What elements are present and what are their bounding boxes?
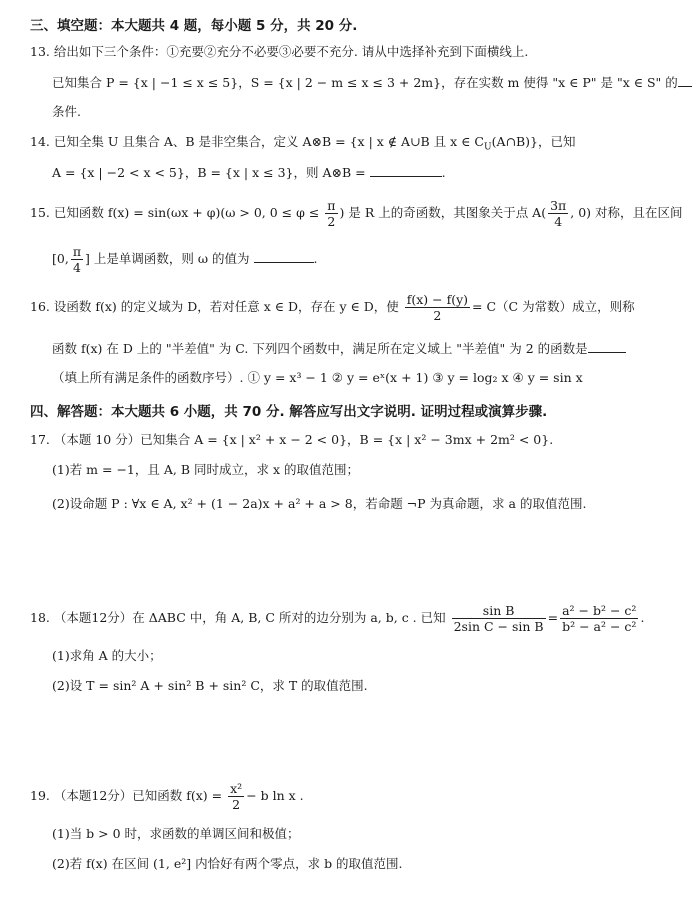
question-16-definition: 函数 f(x) 在 D 上的 "半差值" 为 C. 下列四个函数中，满足所在定义域上 "半差值" 为 2 的函数是 [52, 341, 588, 356]
sine-ratio-fraction [452, 603, 546, 634]
pi-over-2-fraction [325, 198, 337, 229]
question-14-first-line [30, 134, 575, 156]
question-18-part-1: (1)求角 A 的大小； [52, 648, 162, 663]
question-15-text-c: , 0) 对称，且在区间 [570, 205, 683, 220]
question-19-text-end: − b ln x . [246, 788, 304, 803]
fraction-denominator: 2sin C − sin B [453, 619, 544, 634]
question-15-number: 15. [30, 205, 50, 220]
fraction-denominator: 4 [554, 214, 563, 229]
question-15-interval-start: [0, [52, 251, 69, 266]
question-13-options: 给出如下三个条件：①充要②充分不必要③必要不充分. 请从中选择补充到下面横线上. [53, 44, 529, 59]
fraction-numerator: f(x) − f(y) [406, 292, 469, 307]
question-18-text: （本题12分）在 ΔABC 中，角 A, B, C 所对的边分别为 a, b, c . 已知 [53, 610, 446, 625]
question-13-condition-line [52, 74, 692, 91]
section-4-heading: 四、解答题：本大题共 6 小题，共 70 分. 解答应写出文字说明. 证明过程或演算步骤. [30, 404, 548, 420]
question-17-number: 17. [30, 432, 50, 447]
question-18-part-2: (2)设 T = sin² A + sin² B + sin² C，求 T 的取值范围. [52, 678, 368, 693]
fraction-denominator: 2 [327, 214, 336, 229]
question-13-text: 已知集合 P = {x | −1 ≤ x ≤ 5}，S = {x | 2 − m ≤ x ≤ 3 + 2m}，存在实数 m 使得 "x ∈ P" 是 "x ∈ S" 的 [52, 75, 678, 90]
pi-over-4-fraction [71, 244, 83, 275]
question-16-text-b: = C（C 为常数）成立，则称 [472, 299, 635, 314]
question-17-first-line [30, 432, 553, 448]
fraction-denominator: 2 [232, 797, 241, 812]
x-squared-over-2-fraction [228, 781, 244, 812]
complement-subscript: U [483, 142, 492, 153]
question-14-second-line [52, 164, 446, 181]
question-17-part-1: (1)若 m = −1，且 A, B 同时成立，求 x 的取值范围； [52, 462, 359, 477]
question-13-number: 13. [30, 44, 50, 59]
question-13-first-line [30, 44, 528, 60]
question-15-text-b: ) 是 R 上的奇函数，其图象关于点 A( [339, 205, 547, 220]
question-15-first-line [30, 196, 683, 230]
three-pi-over-4-fraction [548, 198, 568, 229]
fraction-denominator: 4 [72, 260, 81, 275]
answer-blank[interactable] [370, 164, 442, 177]
question-16-first-line [30, 290, 635, 324]
question-15-interval-end: ] 上是单调函数，则 ω 的值为 [85, 251, 250, 266]
question-15-period: . [313, 251, 318, 266]
question-18-period: . [640, 610, 645, 625]
question-13-tail: 条件. [52, 104, 81, 119]
question-16-number: 16. [30, 299, 50, 314]
section-3-heading: 三、填空题：本大题共 4 题，每小题 5 分，共 20 分. [30, 18, 358, 34]
equals-sign: = [547, 610, 559, 625]
question-14-text-end: (A∩B)}，已知 [491, 134, 576, 149]
question-14-period: . [441, 165, 446, 180]
fraction-numerator: x² [230, 781, 243, 796]
answer-blank[interactable] [678, 74, 692, 87]
fraction-numerator: π [72, 244, 82, 259]
fraction-numerator: π [327, 198, 336, 213]
question-18-first-line [30, 601, 644, 635]
question-15-text-a: 已知函数 f(x) = sin(ωx + φ)(ω > 0, 0 ≤ φ ≤ [53, 205, 320, 220]
answer-blank[interactable] [254, 250, 314, 263]
question-19-first-line [30, 779, 304, 813]
question-16-text-a: 设函数 f(x) 的定义域为 D，若对任意 x ∈ D，存在 y ∈ D，使 [53, 299, 399, 314]
question-17-text: （本题 10 分）已知集合 A = {x | x² + x − 2 < 0}，B = {x | x² − 3mx + 2m² < 0}. [53, 432, 554, 447]
question-14-sets: A = {x | −2 < x < 5}，B = {x | x ≤ 3}，则 A⊗B = [52, 165, 366, 180]
question-16-second-line [52, 340, 626, 357]
question-14-number: 14. [30, 134, 50, 149]
fraction-denominator: b² − a² − c² [562, 619, 637, 634]
fraction-numerator: 3π [550, 198, 567, 213]
question-18-number: 18. [30, 610, 50, 625]
question-15-second-line [52, 242, 318, 276]
question-19-text: （本题12分）已知函数 f(x) = [53, 788, 223, 803]
fraction-numerator: sin B [452, 603, 546, 619]
fraction-numerator: a² − b² − c² [562, 603, 637, 618]
question-19-part-2: (2)若 f(x) 在区间 (1, e²] 内恰好有两个零点，求 b 的取值范围. [52, 856, 403, 871]
half-difference-fraction [405, 292, 470, 323]
question-19-part-1: (1)当 b > 0 时，求函数的单调区间和极值； [52, 826, 300, 841]
question-16-options: （填上所有满足条件的函数序号）. ① y = x³ − 1 ② y = eˣ(x + 1) ③ y = log₂ x ④ y = sin x [52, 370, 583, 385]
answer-blank[interactable] [588, 340, 626, 353]
question-19-number: 19. [30, 788, 50, 803]
side-ratio-fraction [560, 603, 638, 634]
question-17-part-2: (2)设命题 P : ∀x ∈ A, x² + (1 − 2a)x + a² + a > 8，若命题 ¬P 为真命题，求 a 的取值范围. [52, 496, 587, 511]
question-14-text: 已知全集 U 且集合 A、B 是非空集合，定义 A⊗B = {x | x ∉ A∪B 且 x ∈ C [53, 134, 484, 149]
fraction-denominator: 2 [433, 308, 442, 323]
